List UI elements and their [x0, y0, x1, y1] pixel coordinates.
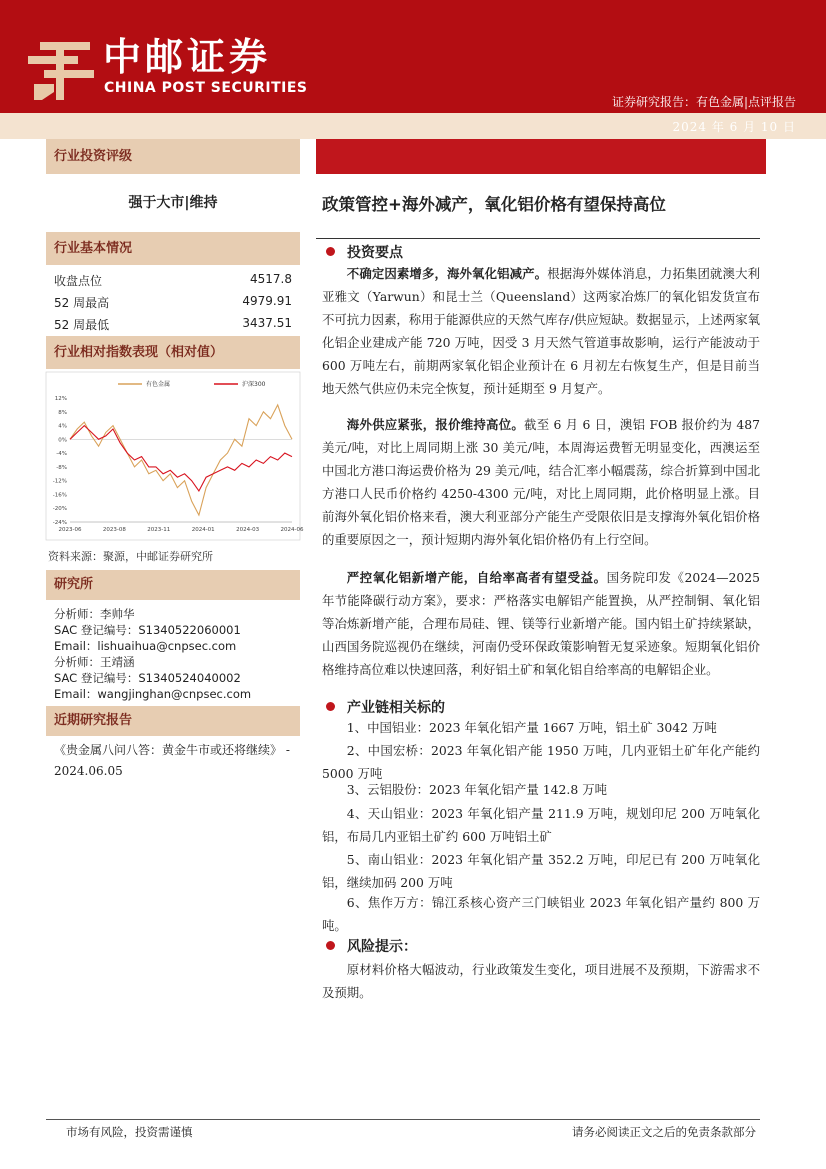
bullet-dot-icon	[326, 702, 335, 711]
china-post-logo-icon	[26, 40, 96, 102]
x-tick-label: 2023-11	[147, 527, 171, 533]
chart-svg	[46, 372, 304, 540]
list-item: 5、南山铝业：2023 年氧化铝产量 352.2 万吨，印尼已有 200 万吨氧化铝，继续加码 200 万吨	[322, 852, 760, 890]
basics-value: 4517.8	[250, 272, 292, 286]
report-title: 政策管控+海外减产，氧化铝价格有望保持高位	[322, 195, 666, 214]
paragraph-lead: 严控氧化铝新增产能，自给率高者有望受益。	[346, 570, 607, 585]
report-date: 2024 年 6 月 10 日	[672, 120, 796, 134]
x-tick-label: 2023-08	[102, 527, 126, 533]
basics-value: 3437.51	[242, 316, 292, 330]
relative-performance-chart	[46, 372, 304, 540]
list-item: 4、天山铝业：2023 年氧化铝产量 211.9 万吨，规划印尼 200 万吨氧化铝，布局几内亚铝土矿约 600 万吨铝土矿	[322, 806, 760, 844]
basics-row	[54, 316, 292, 333]
industry-rating: 强于大市|维持	[128, 195, 218, 211]
brand-name-en: CHINA POST SECURITIES	[104, 80, 308, 96]
section-investment-points	[326, 242, 403, 262]
bullet-dot-icon	[326, 247, 335, 256]
y-tick-label: 0%	[58, 437, 67, 444]
analyst-line: Email：lishuaihua@cnpsec.com	[54, 639, 237, 653]
basics-label: 收盘点位	[54, 274, 103, 288]
paragraph	[322, 413, 760, 551]
y-tick-label: -12%	[52, 478, 67, 485]
paragraph-lead: 不确定因素增多，海外氧化铝减产。	[346, 266, 548, 281]
x-tick-label: 2024-06	[280, 527, 304, 533]
section-title: 投资要点	[347, 245, 403, 261]
list-item: 6、焦作万方：锦江系核心资产三门峡铝业 2023 年氧化铝产量约 800 万吨。	[322, 895, 760, 933]
y-tick-label: -4%	[56, 451, 67, 458]
recent-title-bar: 近期研究报告	[46, 706, 300, 736]
section-risk	[326, 936, 417, 956]
paragraph-body: 国务院印发《2024—2025 年节能降碳行动方案》，要求：严格落实电解铝产能置换，从严控制铜、氧化铝等冶炼新增产能，合理布局硅、锂、镁等行业新增产能。国内铝土矿持续紧缺，山西国务院巡视仍在继续，河南仍受环保政策影响暂无复采迹象。短期氧化铝价格维持高位难以快速回落，利好铝土矿和氧化铝自给率高的电解铝企业。	[322, 570, 760, 677]
basics-label: 52 周最低	[54, 318, 110, 332]
x-tick-label: 2024-01	[191, 527, 215, 533]
perf-title-bar: 行业相对指数表现（相对值）	[46, 336, 300, 369]
paragraph-body: 截至 6 月 6 日，澳铝 FOB 报价约为 487 美元/吨，对比上周同期上涨 30 美元/吨，本周海运费暂无明显变化，西澳运至中国北方港口海运费价格为 29 美元/吨，结合汇率小幅震荡，综合折算到中国北方港口人民币价格约 4250-4300 元/吨，对比上周同期，此价格明显上涨。目前海外氧化铝价格来看，澳大利亚部分产能生产受限依旧是支撑海外氧化铝价格的重要原因之一，预计短期内海外氧化铝价格仍有上行空间。	[322, 417, 761, 547]
bullet-dot-icon	[326, 941, 335, 950]
basics-row	[54, 294, 292, 311]
list-item: 2、中国宏桥：2023 年氧化铝产能 1950 万吨，几内亚铝土矿年化产能约 5000 万吨	[322, 743, 760, 781]
brand-name-cn: 中邮证券	[103, 35, 272, 79]
analyst-line: SAC 登记编号：S1340522060001	[54, 623, 241, 637]
rating-title-bar: 行业投资评级	[46, 139, 300, 174]
footer-left: 市场有风险，投资需谨慎	[66, 1125, 193, 1139]
y-tick-label: -24%	[52, 520, 67, 526]
paragraph-lead: 海外供应紧张，报价维持高位。	[346, 417, 525, 432]
analyst-line: SAC 登记编号：S1340524040002	[54, 671, 241, 685]
list-item: 1、中国铝业：2023 年氧化铝产量 1667 万吨，铝土矿 3042 万吨	[346, 720, 717, 735]
chart-source-note: 资料来源：聚源，中邮证券研究所	[48, 550, 213, 563]
basics-label: 52 周最高	[54, 296, 110, 310]
recent-report-link[interactable]: 《贵金属八问八答：黄金牛市或还将继续》 - 2024.06.05	[54, 743, 290, 778]
paragraph-body: 根据海外媒体消息，力拓集团就澳大利亚雅文（Yarwun）和昆士兰（Queensland）这两家冶炼厂的氧化铝发货宣布不可抗力因素，称用于能源供应的天然气库存/供应短缺。数据显示，上述两家氧化铝企业建成产能 720 万吨，因受 3 月天然气管道事故影响，运行产能波动于 600 万吨左右，前期两家氧化铝企业预计在 6 月初左右恢复生产，但是目前当地天然气供应仍未完全恢复，预计延期至 9 月复产。	[322, 266, 760, 396]
risk-text: 原材料价格大幅波动，行业政策发生变化，项目进展不及预期，下游需求不及预期。	[322, 962, 760, 1000]
analyst-line: Email：wangjinghan@cnpsec.com	[54, 687, 252, 701]
footer-divider	[46, 1119, 760, 1120]
section-title: 产业链相关标的	[347, 700, 445, 716]
list-item: 3、云铝股份：2023 年氧化铝产量 142.8 万吨	[346, 782, 607, 797]
section-title: 风险提示：	[347, 939, 417, 955]
red-banner	[316, 139, 766, 174]
footer-right: 请务必阅读正文之后的免责条款部分	[572, 1125, 756, 1139]
legend-label: 有色金属	[146, 381, 171, 388]
x-tick-label: 2024-03	[236, 527, 260, 533]
research-title-bar: 研究所	[46, 570, 300, 600]
basics-value: 4979.91	[242, 294, 292, 308]
y-tick-label: -20%	[52, 506, 67, 513]
paragraph	[322, 262, 760, 400]
legend-label: 沪深300	[242, 381, 266, 388]
y-tick-label: 8%	[58, 409, 67, 416]
y-tick-label: -16%	[52, 492, 67, 499]
basics-row	[54, 272, 292, 289]
y-tick-label: -8%	[56, 464, 67, 471]
basics-title-bar: 行业基本情况	[46, 232, 300, 265]
report-type: 证券研究报告：有色金属|点评报告	[611, 95, 796, 109]
analyst-line: 分析师：王靖涵	[54, 655, 135, 669]
y-tick-label: 4%	[58, 423, 67, 430]
paragraph	[322, 566, 760, 681]
x-tick-label: 2023-06	[58, 527, 82, 533]
analyst-line: 分析师：李帅华	[54, 607, 135, 621]
section-related-stocks	[326, 697, 445, 717]
y-tick-label: 12%	[54, 396, 67, 402]
title-divider	[316, 238, 760, 239]
